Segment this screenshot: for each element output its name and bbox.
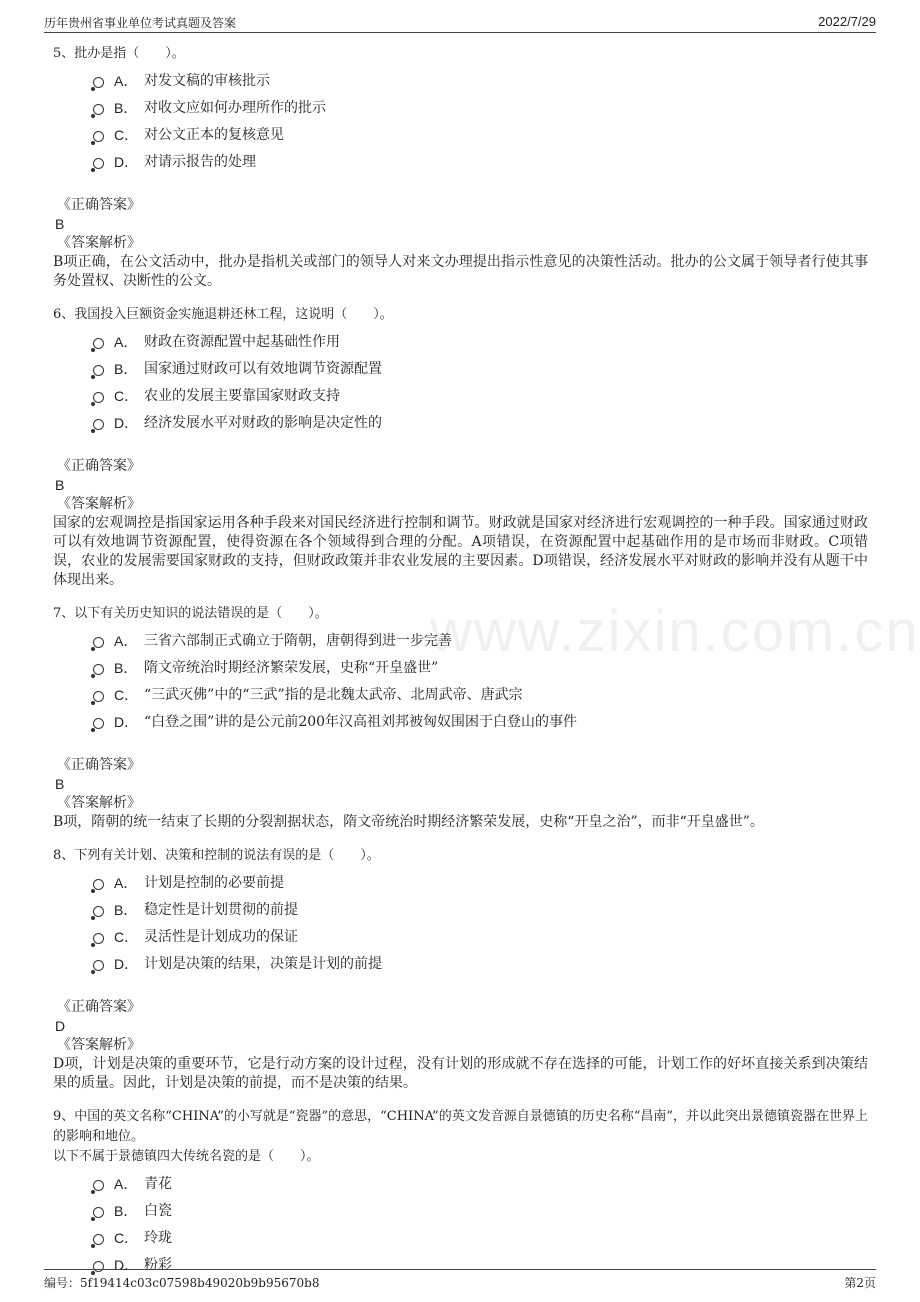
radio-icon[interactable]: [93, 104, 104, 115]
option-b[interactable]: [53, 897, 868, 924]
option-letter: C．: [114, 687, 139, 703]
option-text: 对发文稿的审核批示: [144, 73, 270, 89]
explanation-text: 国家的宏观调控是指国家运用各种手段来对国民经济进行控制和调节。财政就是国家对经济进行宏观调控的一种手段。国家通过财政可以有效地调节资源配置，使得资源在各个领域得到合理的分配。A项错误，在资源配置中起基础作用的是市场而非财政。C项错误，农业的发展需要国家财政的支持，但财政政策并非农业发展的主要因素。D项错误，经济发展水平对财政的影响并没有从题干中体现出来。: [53, 515, 868, 588]
explanation-label: 《答案解析》: [57, 1037, 141, 1053]
option-text: 对请示报告的处理: [144, 154, 256, 170]
answer-value: B: [55, 477, 65, 493]
radio-icon[interactable]: [93, 1234, 104, 1245]
option-letter: B．: [114, 361, 138, 377]
option-a[interactable]: [53, 628, 868, 655]
option-letter: D．: [114, 415, 139, 431]
option-text: 稳定性是计划贯彻的前提: [144, 902, 298, 918]
option-letter: B．: [114, 902, 138, 918]
option-b[interactable]: [53, 356, 868, 383]
answer-value: B: [55, 776, 65, 792]
option-text: 隋文帝统治时期经济繁荣发展，史称“开皇盛世”: [144, 660, 439, 676]
document-date: 2022/7/29: [818, 14, 876, 29]
option-a[interactable]: [53, 870, 868, 897]
radio-icon[interactable]: [93, 392, 104, 403]
page-footer: [44, 1269, 876, 1292]
explanation-label: 《答案解析》: [57, 496, 141, 512]
option-c[interactable]: [53, 122, 868, 149]
radio-icon[interactable]: [93, 1180, 104, 1191]
option-letter: C．: [114, 1230, 139, 1246]
option-text: 灵活性是计划成功的保证: [144, 929, 298, 945]
option-d[interactable]: [53, 709, 868, 736]
option-text: 经济发展水平对财政的影响是决定性的: [144, 415, 382, 431]
option-text: 计划是控制的必要前提: [144, 875, 284, 891]
option-letter: A．: [114, 73, 138, 89]
question-stem: 8、下列有关计划、决策和控制的说法有误的是（ ）。: [53, 848, 380, 863]
page-header: [44, 12, 876, 33]
radio-icon[interactable]: [93, 1207, 104, 1218]
question-9: [53, 1107, 868, 1279]
radio-icon[interactable]: [93, 637, 104, 648]
question-stem: 7、以下有关历史知识的说法错误的是（ ）。: [53, 606, 328, 621]
option-text: 对收文应如何办理所作的批示: [144, 100, 326, 116]
option-letter: D．: [114, 154, 139, 170]
option-list: [53, 329, 868, 437]
question-stem: 5、批办是指（ ）。: [53, 46, 185, 61]
watermark: www.zixin.com.cn: [430, 599, 920, 664]
option-a[interactable]: [53, 1171, 868, 1198]
option-letter: B．: [114, 660, 138, 676]
option-text: 玲珑: [144, 1230, 172, 1246]
option-d[interactable]: [53, 410, 868, 437]
option-letter: B．: [114, 100, 138, 116]
option-d[interactable]: [53, 149, 868, 176]
option-text: 青花: [144, 1176, 172, 1192]
radio-icon[interactable]: [93, 419, 104, 430]
option-text: 粉彩: [144, 1257, 172, 1273]
answer-value: D: [55, 1018, 66, 1034]
radio-icon[interactable]: [93, 718, 104, 729]
option-text: “白登之围”讲的是公元前200年汉高祖刘邦被匈奴围困于白登山的事件: [144, 714, 578, 730]
radio-icon[interactable]: [93, 77, 104, 88]
question-8: [53, 846, 868, 1093]
option-a[interactable]: [53, 329, 868, 356]
question-7: [53, 604, 868, 832]
option-b[interactable]: [53, 95, 868, 122]
option-a[interactable]: [53, 68, 868, 95]
option-letter: B．: [114, 1203, 138, 1219]
option-list: [53, 68, 868, 176]
radio-icon[interactable]: [93, 933, 104, 944]
radio-icon[interactable]: [93, 365, 104, 376]
radio-icon[interactable]: [93, 879, 104, 890]
option-letter: A．: [114, 334, 138, 350]
question-list: [53, 44, 868, 1279]
document-serial: 编号：5f19414c03c07598b49020b9b95670b8: [44, 1276, 320, 1290]
option-c[interactable]: [53, 1225, 868, 1252]
radio-icon[interactable]: [93, 960, 104, 971]
document-title: 历年贵州省事业单位考试真题及答案: [44, 16, 237, 30]
radio-icon[interactable]: [93, 691, 104, 702]
option-d[interactable]: [53, 951, 868, 978]
option-b[interactable]: [53, 655, 868, 682]
question-stem: 6、我国投入巨额资金实施退耕还林工程，这说明（ ）。: [53, 307, 393, 322]
option-letter: D．: [114, 714, 139, 730]
option-b[interactable]: [53, 1198, 868, 1225]
answer-label: 《正确答案》: [57, 757, 141, 773]
page-number: 第2页: [844, 1276, 876, 1290]
option-c[interactable]: [53, 682, 868, 709]
explanation-label: 《答案解析》: [57, 235, 141, 251]
explanation-label: 《答案解析》: [57, 795, 141, 811]
option-c[interactable]: [53, 924, 868, 951]
answer-label: 《正确答案》: [57, 197, 141, 213]
option-letter: D．: [114, 956, 139, 972]
answer-label: 《正确答案》: [57, 458, 141, 474]
option-text: 国家通过财政可以有效地调节资源配置: [144, 361, 382, 377]
explanation-text: B项正确，在公文活动中，批办是指机关或部门的领导人对来文办理提出指示性意见的决策性活动。批办的公文属于领导者行使其事务处置权、决断性的公文。: [53, 254, 868, 289]
option-c[interactable]: [53, 383, 868, 410]
question-stem: 9、中国的英文名称“CHINA”的小写就是“瓷器”的意思，“CHINA”的英文发音源自景德镇的历史名称“昌南”，并以此突出景德镇瓷器在世界上的影响和地位。: [53, 1109, 868, 1144]
answer-label: 《正确答案》: [57, 999, 141, 1015]
question-stem-2: 以下不属于景德镇四大传统名瓷的是（ ）。: [53, 1149, 320, 1164]
option-letter: C．: [114, 388, 139, 404]
radio-icon[interactable]: [93, 338, 104, 349]
option-list: [53, 870, 868, 978]
option-letter: A．: [114, 875, 138, 891]
radio-icon[interactable]: [93, 664, 104, 675]
option-list: [53, 628, 868, 736]
radio-icon[interactable]: [93, 906, 104, 917]
option-text: “三武灭佛”中的“三武”指的是北魏太武帝、北周武帝、唐武宗: [144, 687, 523, 703]
answer-value: B: [55, 216, 65, 232]
option-text: 对公文正本的复核意见: [144, 127, 284, 143]
option-text: 农业的发展主要靠国家财政支持: [144, 388, 340, 404]
option-text: 白瓷: [144, 1203, 172, 1219]
radio-icon[interactable]: [93, 131, 104, 142]
option-letter: C．: [114, 127, 139, 143]
option-letter: A．: [114, 1176, 138, 1192]
option-list: [53, 1171, 868, 1279]
question-5: [53, 44, 868, 291]
option-text: 三省六部制正式确立于隋朝，唐朝得到进一步完善: [144, 633, 452, 649]
explanation-text: B项，隋朝的统一结束了长期的分裂割据状态，隋文帝统治时期经济繁荣发展，史称“开皇之治”，而非“开皇盛世”。: [53, 814, 764, 830]
option-letter: A．: [114, 633, 138, 649]
option-letter: C．: [114, 929, 139, 945]
option-text: 计划是决策的结果，决策是计划的前提: [144, 956, 382, 972]
explanation-text: D项，计划是决策的重要环节，它是行动方案的设计过程，没有计划的形成就不存在选择的可能，计划工作的好坏直接关系到决策结果的质量。因此，计划是决策的前提，而不是决策的结果。: [53, 1056, 868, 1091]
radio-icon[interactable]: [93, 158, 104, 169]
question-6: [53, 305, 868, 590]
option-letter: D．: [114, 1257, 139, 1273]
option-text: 财政在资源配置中起基础性作用: [144, 334, 340, 350]
